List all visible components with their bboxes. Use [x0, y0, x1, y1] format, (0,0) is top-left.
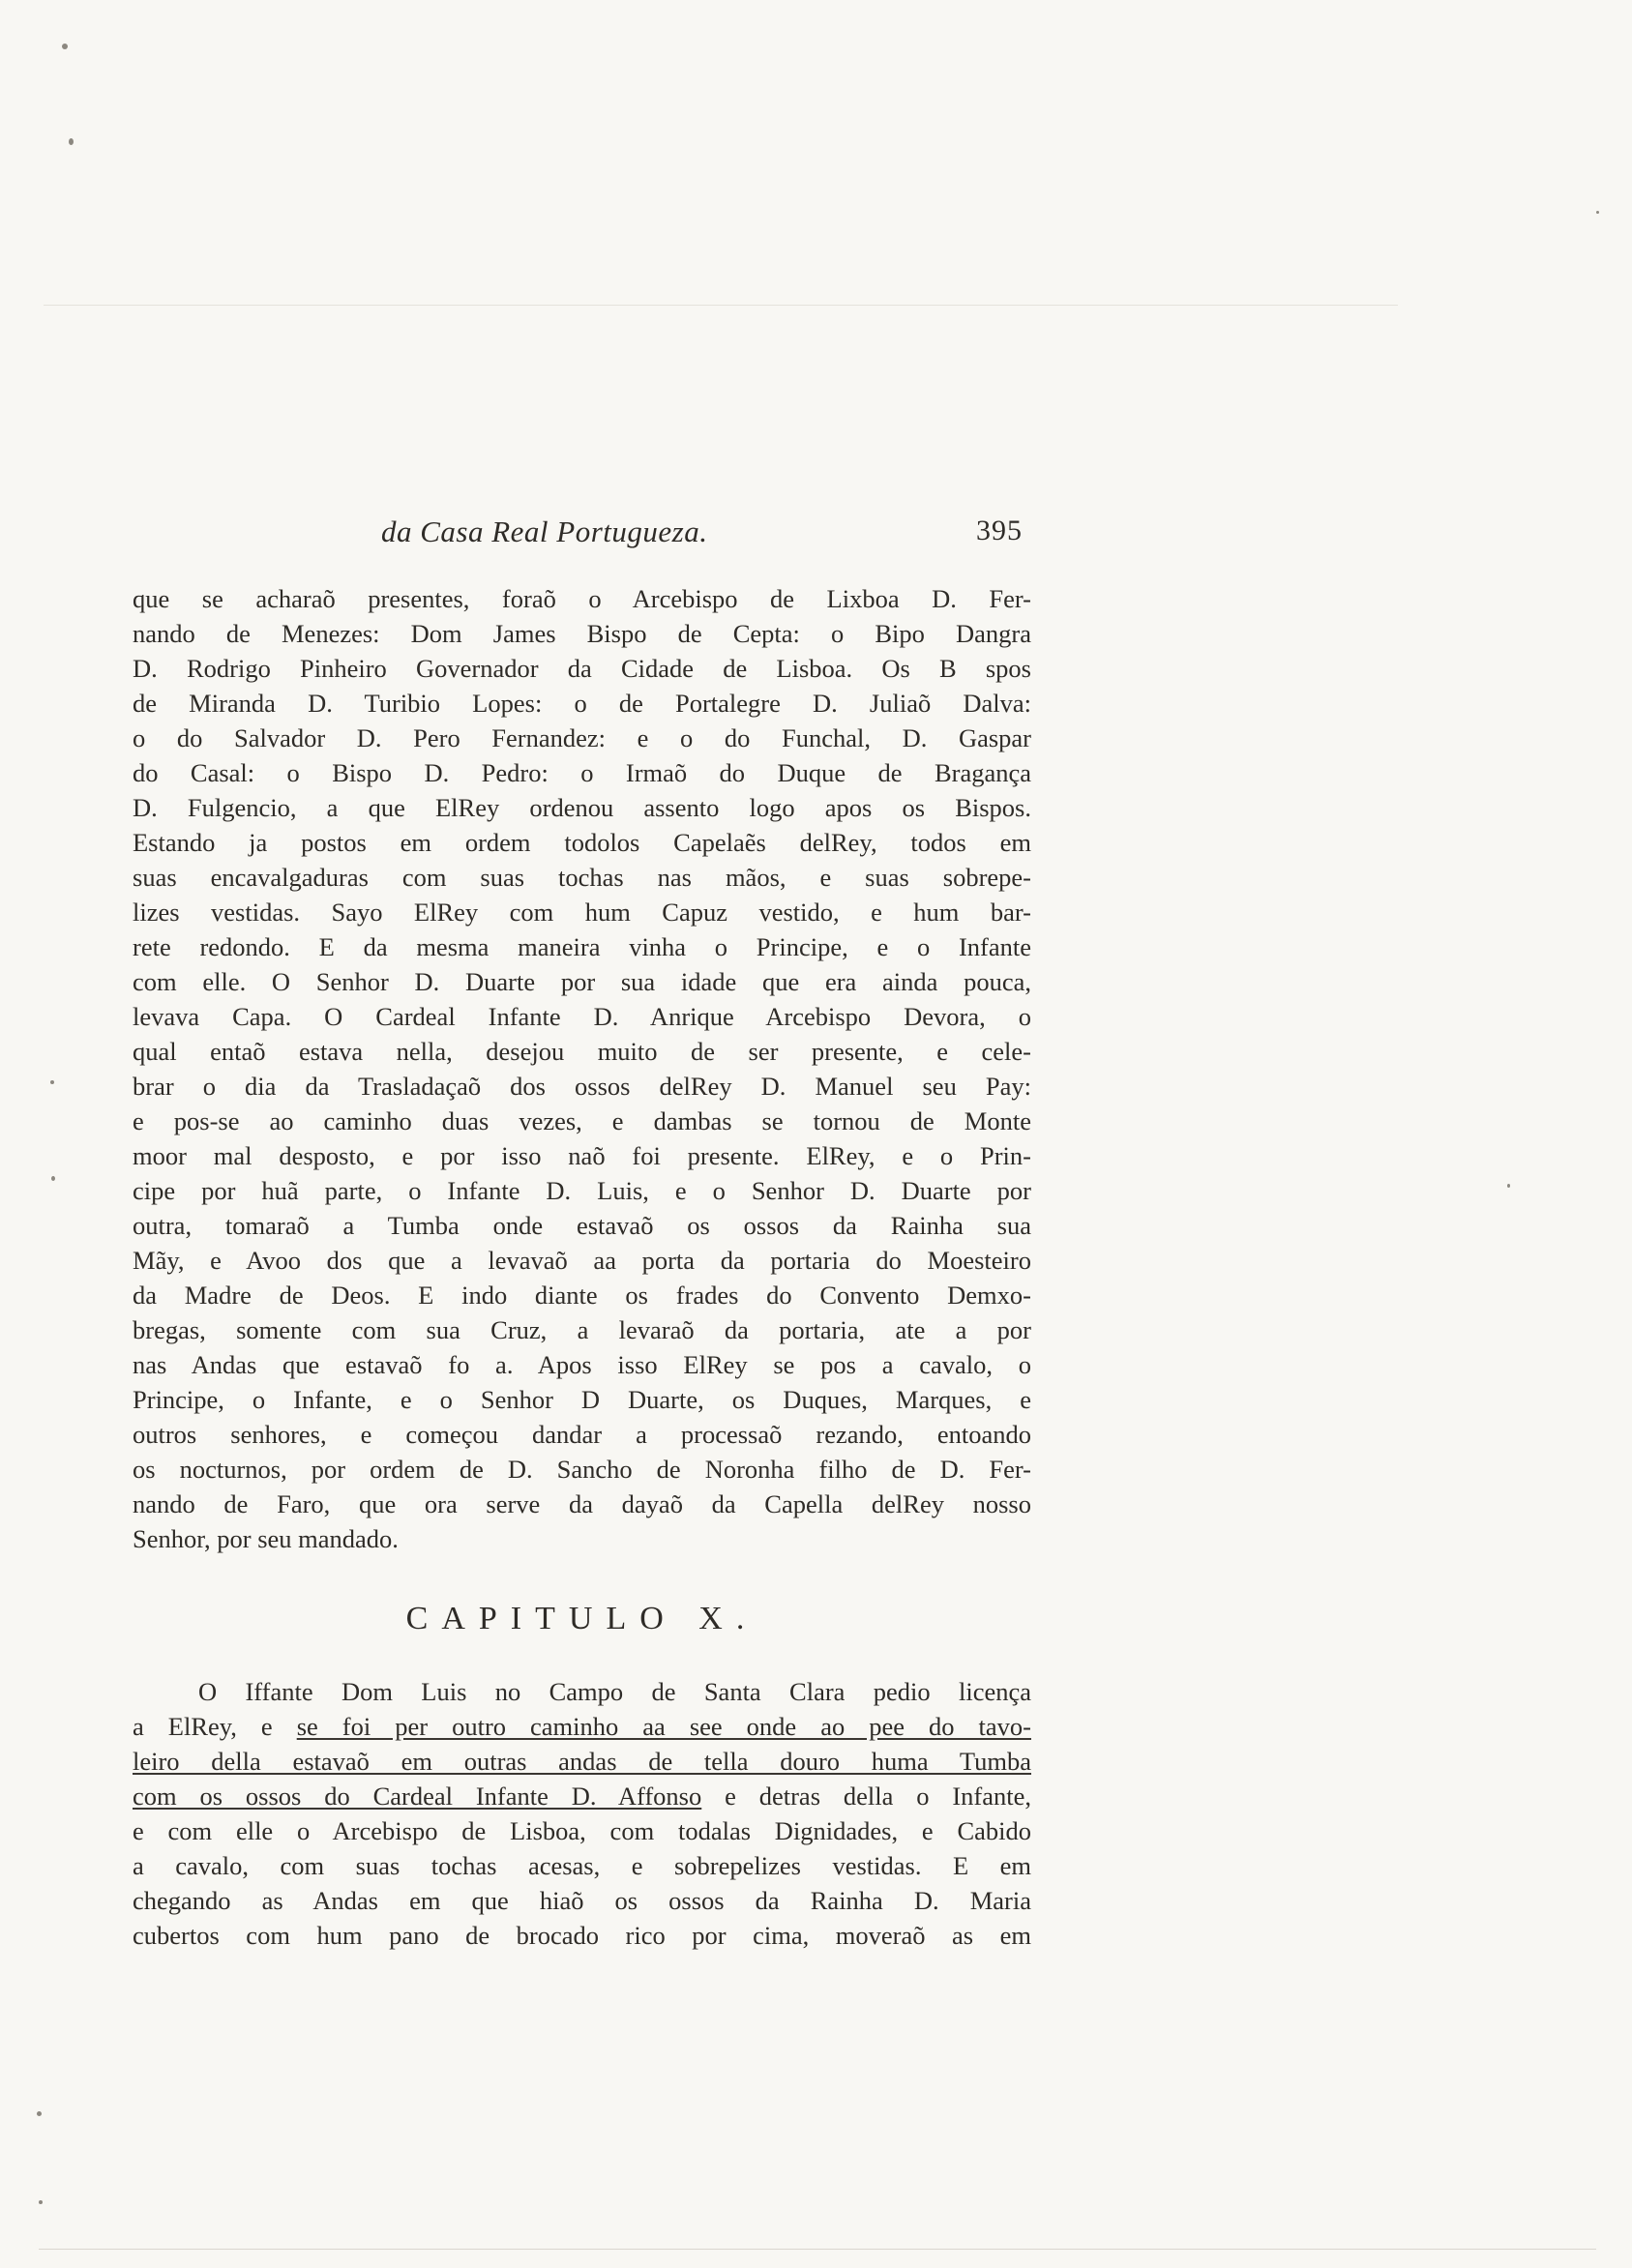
- text-line: [133, 1918, 1031, 1953]
- text-line: suas encavalgaduras com suas tochas nas mãos, e suas sobrepe-: [133, 863, 1031, 892]
- text-line: moor mal desposto, e por isso naõ foi presente. ElRey, e o Prin-: [133, 1141, 1031, 1170]
- text-line: Senhor, por seu mandado.: [133, 1524, 399, 1553]
- text-segment: O Iffante Dom Luis no Campo de Santa Clara pedio licença: [198, 1677, 1031, 1706]
- paper-speck: [1507, 1184, 1510, 1188]
- text-line: [133, 1709, 1031, 1744]
- page-header: [133, 515, 1023, 557]
- text-segment: a cavalo, com suas tochas acesas, e sobrepelizes vestidas. E em: [133, 1851, 1031, 1880]
- paper-speck: [1596, 211, 1599, 214]
- text-line: brar o dia da Trasladaçaõ dos ossos delRey D. Manuel seu Pay:: [133, 1072, 1031, 1101]
- text-line: de Miranda D. Turibio Lopes: o de Portalegre D. Juliaõ Dalva:: [133, 689, 1031, 718]
- text-line: [133, 1744, 1031, 1779]
- text-line: do Casal: o Bispo D. Pedro: o Irmaõ do Duque de Bragança: [133, 758, 1031, 787]
- text-line: nando de Menezes: Dom James Bispo de Cepta: o Bipo Dangra: [133, 619, 1031, 648]
- text-line: nas Andas que estavaõ fo a. Apos isso ElRey se pos a cavalo, o: [133, 1350, 1031, 1379]
- text-segment: cubertos com hum pano de brocado rico por cima, moveraõ as em: [133, 1921, 1031, 1950]
- text-line: [133, 1883, 1031, 1918]
- text-line: que se acharaõ presentes, foraõ o Arcebispo de Lixboa D. Fer-: [133, 584, 1031, 613]
- body-text: [133, 581, 1031, 1556]
- running-title: da Casa Real Portugueza.: [381, 515, 708, 548]
- text-line: outros senhores, e começou dandar a processaõ rezando, entoando: [133, 1420, 1031, 1449]
- text-line: Principe, o Infante, e o Senhor D Duarte, os Duques, Marques, e: [133, 1385, 1031, 1414]
- text-line: D. Fulgencio, a que ElRey ordenou assento logo apos os Bispos.: [133, 793, 1031, 822]
- page-bottom-edge: [39, 2249, 1596, 2250]
- text-line: outra, tomaraõ a Tumba onde estavaõ os ossos da Rainha sua: [133, 1211, 1031, 1240]
- paper-speck: [50, 1080, 54, 1084]
- text-line: bregas, somente com sua Cruz, a levaraõ da portaria, ate a por: [133, 1315, 1031, 1344]
- text-line: [133, 1813, 1031, 1848]
- text-line: Estando ja postos em ordem todolos Capelaẽs delRey, todos em: [133, 828, 1031, 857]
- text-line: com elle. O Senhor D. Duarte por sua idade que era ainda pouca,: [133, 967, 1031, 996]
- text-line: D. Rodrigo Pinheiro Governador da Cidade de Lisboa. Os B spos: [133, 654, 1031, 683]
- chapter-text: [133, 1674, 1031, 1953]
- text-line: levava Capa. O Cardeal Infante D. Anrique Arcebispo Devora, o: [133, 1002, 1031, 1031]
- text-line: o do Salvador D. Pero Fernandez: e o do Funchal, D. Gaspar: [133, 723, 1031, 752]
- text-line: rete redondo. E da mesma maneira vinha o Principe, e o Infante: [133, 932, 1031, 961]
- paper-speck: [37, 2111, 42, 2116]
- text-line: e pos-se ao caminho duas vezes, e dambas se tornou de Monte: [133, 1106, 1031, 1135]
- text-line: lizes vestidas. Sayo ElRey com hum Capuz vestido, e hum bar-: [133, 898, 1031, 927]
- page-number: 395: [976, 515, 1023, 546]
- page-fold-line: [44, 305, 1398, 306]
- text-line: da Madre de Deos. E indo diante os frades do Convento Demxo-: [133, 1281, 1031, 1310]
- underlined-text: leiro della estavaõ em outras andas de tella douro huma Tumba: [133, 1747, 1031, 1776]
- text-line: Mãy, e Avoo dos que a levavaõ aa porta da portaria do Moesteiro: [133, 1246, 1031, 1275]
- text-line: [133, 1779, 1031, 1813]
- paper-speck: [51, 1176, 55, 1181]
- text-line: qual entaõ estava nella, desejou muito de ser presente, e cele-: [133, 1037, 1031, 1066]
- text-line: cipe por huã parte, o Infante D. Luis, e o Senhor D. Duarte por: [133, 1176, 1031, 1205]
- text-segment: e com elle o Arcebispo de Lisboa, com todalas Dignidades, e Cabido: [133, 1816, 1031, 1845]
- text-segment: e detras della o Infante,: [701, 1782, 1031, 1811]
- text-line: nando de Faro, que ora serve da dayaõ da Capella delRey nosso: [133, 1489, 1031, 1518]
- text-line: os nocturnos, por ordem de D. Sancho de Noronha filho de D. Fer-: [133, 1455, 1031, 1484]
- text-line: [133, 1674, 1031, 1709]
- text-line: [133, 1848, 1031, 1883]
- text-segment: chegando as Andas em que hiaõ os ossos da Rainha D. Maria: [133, 1886, 1031, 1915]
- underlined-text: com os ossos do Cardeal Infante D. Affonso: [133, 1782, 702, 1811]
- text-segment: a ElRey, e: [133, 1712, 297, 1741]
- paper-speck: [62, 44, 68, 49]
- underlined-text: se foi per outro caminho aa see onde ao pee do tavo-: [296, 1712, 1031, 1741]
- chapter-heading: CAPITULO X.: [405, 1601, 758, 1636]
- paper-speck: [69, 138, 74, 145]
- paper-speck: [39, 2200, 43, 2204]
